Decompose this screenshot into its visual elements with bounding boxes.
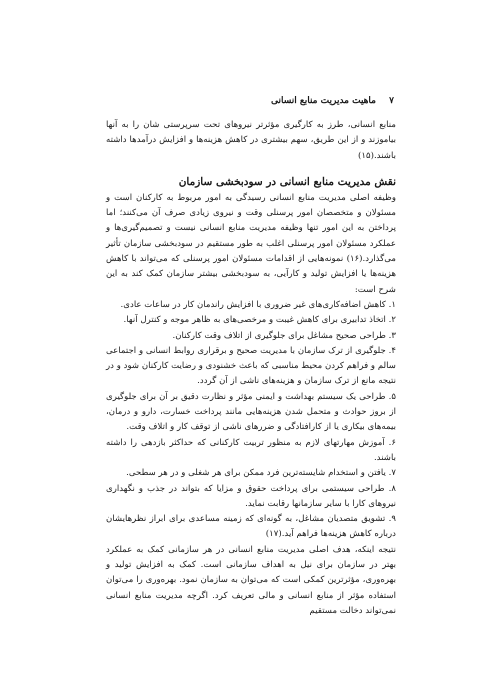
section-heading: نقش مدیریت منابع انسانی در سودبخشی سازمان xyxy=(178,175,396,188)
chapter-title: ماهیت مدیریت منابع انسانی xyxy=(271,96,376,106)
page-number: ۷ xyxy=(389,96,394,106)
list-item: ۴. جلوگیری از ترک سازمان با مدیریت صحیح و برقراری روابط انسانی و اجتماعی سالم و فراهم کردن محیط مناسبی که باعث خشنودی و رضایت کارکنان شود و در نتیجه مانع از ترک سازمان و هزینه‌های ناشی از آن گردد. xyxy=(106,345,396,387)
running-header xyxy=(106,96,394,110)
list-item: ۳. طراحی صحیح مشاغل برای جلوگیری از اتلاف وقت کارکنان. xyxy=(172,330,396,341)
page-body xyxy=(106,118,396,619)
list-item: ۷. یافتن و استخدام شایسته‌ترین فرد ممکن برای هر شغلی و در هر سطحی. xyxy=(126,468,396,479)
intro-paragraph: منابع انسانی، طرز به کارگیری مؤثرتر نیروهای تحت سرپرستی شان را به آنها بیاموزند و از این طریق، سهم بیشتری در کاهش هزینه‌ها و افزایش درآمدها داشته باشند.(۱۵) xyxy=(106,120,396,161)
list-item: ۹. تشویق متصدیان مشاغل، به گونه‌ای که زمینه مساعدی برای ابراز نظرهایشان درباره کاهش هزینه‌ها فراهم آید.(۱۷) xyxy=(106,514,396,540)
list-item: ۸. طراحی سیستمی برای پرداخت حقوق و مزایا که بتواند در جذب و نگهداری نیروهای کارا با سایر سازمانها رقابت نماید. xyxy=(106,483,396,509)
list-item: ۶. آموزش مهارتهای لازم به منظور تربیت کارکنانی که حداکثر بازدهی را داشته باشند. xyxy=(106,437,396,463)
body-paragraph: وظیفه اصلی مدیریت منابع انسانی رسیدگی به امور مربوط به کارکنان است و مسئولان و متخصصان امور پرسنلی وقت و نیروی زیادی صرف آن می‌کنند؛ اما پرداختن به این امور تنها وظیفه مدیریت منابع انسانی نیست و تصمیم‌گیری‌ها و عملکرد مسئولان امور پرسنلی اغلب به طور مستقیم در سودبخشی سازمان تأثیر می‌گذارد.(۱۶) نمونه‌هایی از اقدامات مسئولان امور پرسنلی که می‌تواند با کاهش هزینه‌ها یا افزایش تولید و کارآیی، به سودبخشی بیشتر سازمان کمک کند به این شرح است: xyxy=(106,192,396,295)
body-paragraph: نتیجه اینکه، هدف اصلی مدیریت منابع انسانی در هر سازمانی کمک به عملکرد بهتر در سازمان برای نیل به اهداف سازمانی است. کمک به افزایش تولید و بهره‌وری، مؤثرترین کمکی است که می‌توان به سازمان نمود. بهره‌وری را می‌توان استفاده مؤثر از منابع انسانی و مالی تعریف کرد. اگرچه مدیریت منابع انسانی نمی‌تواند دخالت مستقیم xyxy=(106,544,396,616)
list-item: ۱. کاهش اضافه‌کاری‌های غیر ضروری با افزایش راندمان کار در ساعات عادی. xyxy=(120,299,396,310)
list-item: ۵. طراحی یک سیستم بهداشت و ایمنی مؤثر و نظارت دقیق بر آن برای جلوگیری از بروز حوادث و متحمل شدن هزینه‌هایی مانند پرداخت خسارت، دارو و درمان، بیمه‌های بیکاری یا از کارافتادگی و ضررهای ناشی از توقف کار و اتلاف وقت. xyxy=(106,391,396,433)
list-item: ۲. اتخاذ تدابیری برای کاهش غیبت و مرخصی‌های به ظاهر موجه و کنترل آنها. xyxy=(123,315,396,326)
